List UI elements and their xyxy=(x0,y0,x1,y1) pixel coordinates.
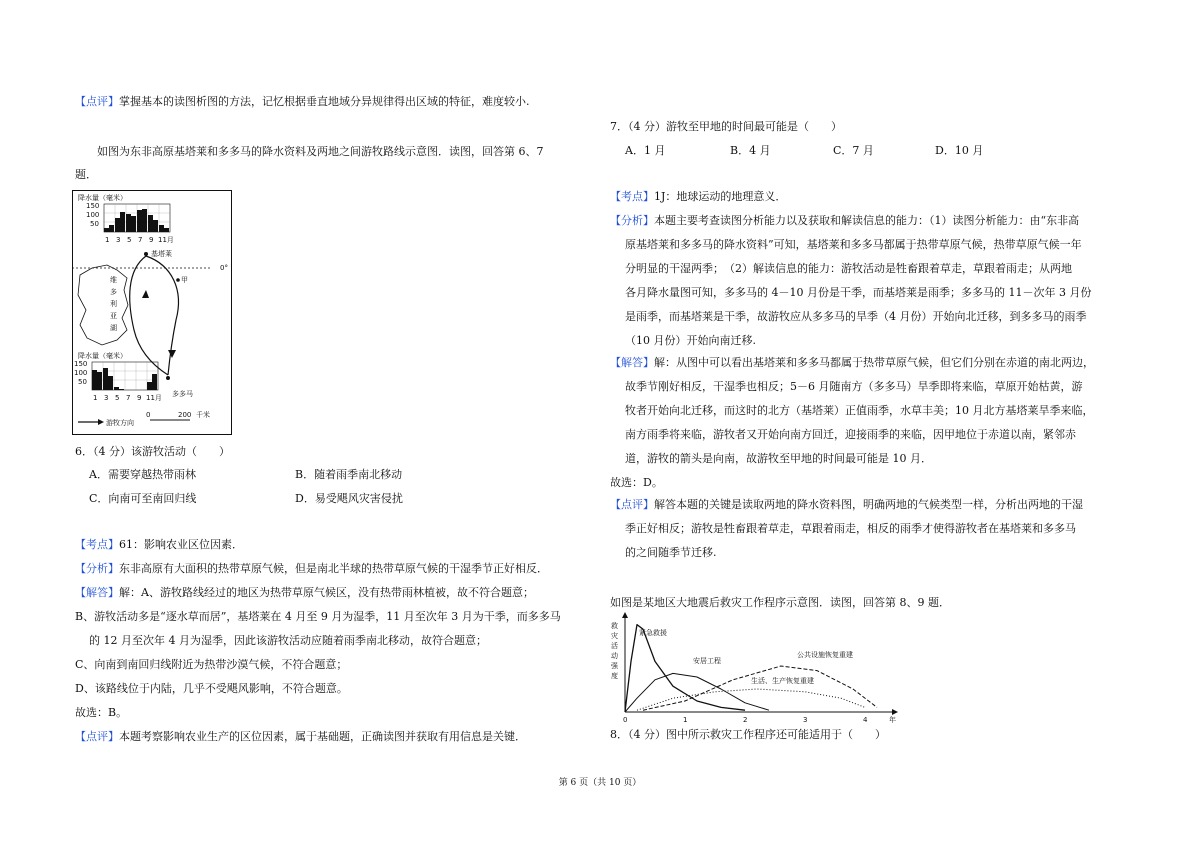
right-jieda-answer: 故选：D。 xyxy=(610,476,663,489)
bottom-precip-chart xyxy=(74,360,162,402)
x-ticks xyxy=(623,716,868,724)
right-fenxi-line-4: 各月降水量图可知，多多马的 4－10 月份是干季，而基塔莱是雨季；多多马的 11－次年 3 月份 xyxy=(625,286,1092,299)
right-fenxi-line-3: 分明显的干湿两季； （2）解读信息的能力：游牧活动是牲畜跟着草走，草跟着雨走；从两地 xyxy=(625,262,1072,275)
series-lines xyxy=(625,625,877,712)
legend-label: 游牧方向 xyxy=(106,419,134,427)
x-tick-label: 0 xyxy=(623,716,628,724)
bottom-chart-label: 降水量（毫米） xyxy=(78,352,127,360)
equator-label: 0° xyxy=(220,264,228,272)
city-dot xyxy=(144,252,148,256)
left-dianping-bottom: 【点评】本题考察影响农业生产的区位因素，属于基础题，正确读图并获取有用信息是关键． xyxy=(75,730,526,743)
page-footer: 第 6 页（共 10 页） xyxy=(558,778,642,788)
top-y-tick: 50 xyxy=(90,220,99,228)
intro-q8-9: 如图是某地区大地震后救灾工作程序示意图．读图，回答第 8、9 题． xyxy=(610,596,950,609)
city-bottom-label: 多多马 xyxy=(172,390,193,398)
right-fenxi-line-2: 原基塔莱和多多马的降水资料”可知，基塔莱和多多马都属于热带草原气候，热带草原气候一年 xyxy=(625,238,1082,251)
top-x-tick: 7 xyxy=(138,236,143,244)
x-tick-label: 2 xyxy=(743,716,748,724)
bottom-y-tick: 150 xyxy=(74,360,88,368)
dianping-top: 【点评】掌握基本的读图析图的方法，记忆根据垂直地域分异规律得出区域的特征，难度较小. xyxy=(75,95,530,108)
point-jia-label: 甲 xyxy=(181,276,188,284)
city-dot xyxy=(166,376,170,380)
intro-line-1: 如图为东非高原基塔莱和多多马的降水资料及两地之间游牧路线示意图．读图，回答第 6、7 xyxy=(97,145,544,158)
right-dianping-line-2: 季正好相反；游牧是牲畜跟着草走，草跟着雨走，相反的雨季才使得游牧者在基塔莱和多多马 xyxy=(625,522,1076,535)
y-axis-label xyxy=(611,621,619,680)
route-west xyxy=(130,256,168,375)
y-label-char: 动 xyxy=(611,652,618,660)
q6-option-d: D．易受飓风灾害侵扰 xyxy=(295,492,403,505)
x-tick-label: 1 xyxy=(683,716,688,724)
series-label-livelihood: 生活、生产恢复重建 xyxy=(751,677,814,685)
tag-jieda: 【解答】 xyxy=(610,356,654,369)
top-y-tick: 100 xyxy=(86,211,100,219)
city-top-label: 基塔莱 xyxy=(151,250,172,258)
route-east xyxy=(146,256,178,375)
scale-tick: 千米 xyxy=(196,411,210,419)
top-x-tick: 9 xyxy=(149,236,154,244)
right-dianping-line-3: 的之间随季节迁移. xyxy=(625,546,717,559)
y-label-char: 活 xyxy=(611,642,618,650)
tag-jieda: 【解答】 xyxy=(75,586,119,599)
bottom-x-tick: 3 xyxy=(104,394,109,402)
lake-label: 维 xyxy=(110,276,117,284)
series-emergency-rescue xyxy=(625,625,745,712)
y-label-char: 强 xyxy=(611,662,618,670)
bottom-x-tick: 7 xyxy=(126,394,131,402)
right-jieda-line-4: 南方雨季将来临，游牧者又开始向南方回迁，迎接雨季的来临，因甲地位于赤道以南，紧邻赤 xyxy=(625,428,1076,441)
series-livelihood-recovery xyxy=(637,689,865,710)
lake-label: 利 xyxy=(110,300,117,308)
right-dianping-line-1: 【点评】解答本题的关键是读取两地的降水资料图，明确两地的气候类型一样，分析出两地的干湿 xyxy=(610,498,1083,511)
y-axis-arrow xyxy=(622,612,628,618)
q7-option-c: C．7 月 xyxy=(833,144,874,157)
relief-chart xyxy=(605,612,905,724)
tag-fenxi: 【分析】 xyxy=(610,214,654,227)
top-x-tick: 11月 xyxy=(158,236,174,244)
top-precip-chart xyxy=(86,202,174,244)
lake-label: 多 xyxy=(110,288,117,296)
y-label-char: 灾 xyxy=(611,632,618,640)
scale-tick: 0 xyxy=(146,411,151,419)
q6-stem: 6．（4 分）该游牧活动（ ） xyxy=(75,445,230,458)
bottom-x-tick: 9 xyxy=(137,394,142,402)
legend-arrow-head xyxy=(98,419,104,425)
left-jieda-line-3: 的 12 月至次年 4 月为湿季，因此该游牧活动应随着雨季南北移动，故符合题意； xyxy=(89,634,487,647)
left-jieda-line-4: C、向南到南回归线附近为热带沙漠气候，不符合题意； xyxy=(75,658,348,671)
x-tick-label: 3 xyxy=(803,716,808,724)
right-jieda-line-5: 道，游牧的箭头是向南，故游牧至甲地的时间最可能是 10 月． xyxy=(625,452,932,465)
top-chart-label: 降水量（毫米） xyxy=(78,194,127,202)
q7-option-a: A．1 月 xyxy=(625,144,666,157)
point-jia-dot xyxy=(176,278,180,282)
bottom-x-tick: 1 xyxy=(93,394,98,402)
scale-tick: 200 xyxy=(178,411,192,419)
lake-label: 亚 xyxy=(110,312,117,320)
intro-line-2: 题． xyxy=(75,168,97,181)
lake-label: 湖 xyxy=(110,324,117,332)
series-public-facilities xyxy=(643,666,877,710)
top-x-tick: 5 xyxy=(127,236,132,244)
right-kaodian: 【考点】1J：地球运动的地理意义． xyxy=(610,190,787,203)
route-arrow-south xyxy=(168,350,176,358)
right-fenxi-line-5: 是雨季，而基塔莱是干季，故游牧应从多多马的旱季（4 月份）开始向北迁移，到多多马的雨季 xyxy=(625,310,1087,323)
q7-stem: 7．（4 分）游牧至甲地的时间最可能是（ ） xyxy=(610,120,842,133)
bottom-x-tick: 5 xyxy=(115,394,120,402)
right-jieda-line-1: 【解答】解：从图中可以看出基塔莱和多多马都属于热带草原气候，但它们分别在赤道的南北两边， xyxy=(610,356,1094,369)
map-figure xyxy=(72,190,232,435)
series-label-public: 公共设施恢复重建 xyxy=(797,651,853,659)
route-arrow-north xyxy=(142,290,149,298)
tag-kaodian: 【考点】 xyxy=(75,538,119,551)
x-tick-label: 4 xyxy=(863,716,868,724)
y-label-char: 度 xyxy=(611,672,618,680)
left-kaodian: 【考点】61：影响农业区位因素． xyxy=(75,538,243,551)
tag-dianping: 【点评】 xyxy=(610,498,654,511)
left-jieda-line-5: D、该路线位于内陆，几乎不受飓风影响，不符合题意。 xyxy=(75,682,348,695)
left-fenxi: 【分析】东非高原有大面积的热带草原气候，但是南北半球的热带草原气候的干湿季节正好相反． xyxy=(75,562,548,575)
top-x-tick: 3 xyxy=(116,236,121,244)
tag-dianping: 【点评】 xyxy=(75,95,119,108)
bottom-y-tick: 100 xyxy=(74,369,88,377)
series-label-emergency: 紧急救援 xyxy=(639,629,667,637)
right-fenxi-line-6: （10 月份）开始向南迁移. xyxy=(625,334,756,347)
q7-option-d: D．10 月 xyxy=(935,144,984,157)
q8-stem: 8．（4 分）图中所示救灾工作程序还可能适用于（ ） xyxy=(610,728,886,741)
series-label-housing: 安居工程 xyxy=(693,657,721,665)
lake-outline xyxy=(78,265,128,345)
tag-dianping: 【点评】 xyxy=(75,730,119,743)
x-axis-arrow xyxy=(892,709,898,715)
right-fenxi-line-1: 【分析】本题主要考查读图分析能力以及获取和解读信息的能力：（1）读图分析能力：由“东非高 xyxy=(610,214,1080,227)
right-jieda-line-2: 故季节刚好相反，干湿季也相反；5－6 月随南方（多多马）旱季即将来临，草原开始枯黄，游 xyxy=(625,380,1083,393)
q7-option-b: B．4 月 xyxy=(730,144,771,157)
q6-option-a: A．需要穿越热带雨林 xyxy=(89,468,196,481)
q6-option-b: B．随着雨季南北移动 xyxy=(295,468,403,481)
y-label-char: 救 xyxy=(611,622,618,630)
series-housing-project xyxy=(625,673,769,712)
left-jieda-line-2: B、游牧活动多是“逐水草而居”，基塔莱在 4 月至 9 月为湿季，11 月至次年 3 月为干季，而多多马 xyxy=(75,610,561,623)
q6-option-c: C．向南可至南回归线 xyxy=(89,492,197,505)
bottom-y-tick: 50 xyxy=(78,378,87,386)
left-jieda-answer: 故选：B。 xyxy=(75,706,128,719)
tag-fenxi: 【分析】 xyxy=(75,562,119,575)
right-jieda-line-3: 牧者开始向北迁移，而这时的北方（基塔莱）正值雨季，水草丰美；10 月北方基塔莱旱季来临， xyxy=(625,404,1094,417)
top-y-tick: 150 xyxy=(86,202,100,210)
left-jieda-line-1: 【解答】解：A、游牧路线经过的地区为热带草原气候区，没有热带雨林植被，故不符合题意； xyxy=(75,586,534,599)
top-x-tick: 1 xyxy=(105,236,110,244)
tag-kaodian: 【考点】 xyxy=(610,190,654,203)
x-axis-label: 年 xyxy=(889,716,896,724)
bottom-x-tick: 11月 xyxy=(146,394,162,402)
